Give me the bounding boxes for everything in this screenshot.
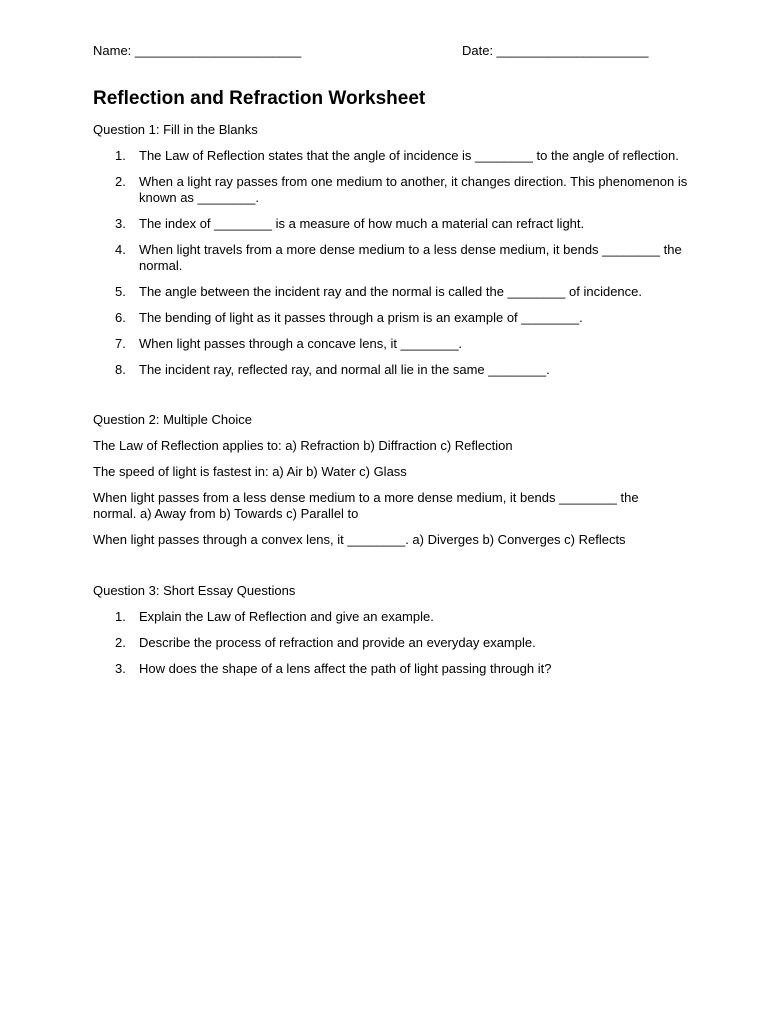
page-title: Reflection and Refraction Worksheet (93, 88, 426, 109)
item-text: Explain the Law of Reflection and give an example. (139, 609, 434, 624)
item-text: Describe the process of refraction and provide an everyday example. (139, 635, 536, 650)
question2-heading: Question 2: Multiple Choice (93, 412, 252, 427)
list-item (93, 336, 693, 352)
list-item (93, 635, 693, 651)
worksheet-page (93, 0, 693, 1024)
multiple-choice-item: The speed of light is fastest in: a) Air b) Water c) Glass (93, 464, 407, 479)
item-number: 8. (115, 362, 126, 377)
list-item (93, 362, 693, 378)
item-number: 1. (115, 148, 126, 163)
item-number: 3. (115, 216, 126, 231)
list-item (93, 310, 693, 326)
item-number: 2. (115, 635, 126, 650)
list-item (93, 174, 693, 206)
item-number: 3. (115, 661, 126, 676)
item-text: The incident ray, reflected ray, and normal all lie in the same ________. (139, 362, 550, 377)
item-number: 5. (115, 284, 126, 299)
question3-heading: Question 3: Short Essay Questions (93, 583, 296, 598)
item-number: 2. (115, 174, 126, 189)
item-text: When light travels from a more dense medium to a less dense medium, it bends ________ the normal. (139, 242, 686, 273)
list-item (93, 284, 693, 300)
question3-list (93, 609, 693, 687)
name-field: Name: _______________________ (93, 43, 302, 58)
item-text: The angle between the incident ray and the normal is called the ________ of incidence. (139, 284, 643, 299)
question1-list (93, 148, 693, 388)
list-item (93, 661, 693, 677)
list-item (93, 242, 693, 274)
item-text: When light passes through a concave lens, it ________. (139, 336, 463, 351)
date-field: Date: _____________________ (462, 43, 649, 58)
list-item (93, 148, 693, 164)
question1-heading: Question 1: Fill in the Blanks (93, 122, 258, 137)
item-text: The Law of Reflection states that the angle of incidence is ________ to the angle of reflection. (139, 148, 679, 163)
multiple-choice-item: When light passes from a less dense medium to a more dense medium, it bends ________ the normal. a) Away from b) Towards c) Parallel to (93, 490, 639, 521)
header-row (93, 43, 693, 59)
multiple-choice-item: The Law of Reflection applies to: a) Refraction b) Diffraction c) Reflection (93, 438, 513, 453)
item-number: 7. (115, 336, 126, 351)
item-text: How does the shape of a lens affect the path of light passing through it? (139, 661, 552, 676)
item-text: The index of ________ is a measure of how much a material can refract light. (139, 216, 585, 231)
item-number: 6. (115, 310, 126, 325)
item-text: The bending of light as it passes through a prism is an example of ________. (139, 310, 583, 325)
list-item (93, 216, 693, 232)
item-text: When a light ray passes from one medium to another, it changes direction. This phenomenon is known as ________. (139, 174, 691, 205)
item-number: 1. (115, 609, 126, 624)
list-item (93, 609, 693, 625)
item-number: 4. (115, 242, 126, 257)
question2-block (93, 438, 653, 558)
multiple-choice-item: When light passes through a convex lens, it ________. a) Diverges b) Converges c) Reflects (93, 532, 626, 547)
